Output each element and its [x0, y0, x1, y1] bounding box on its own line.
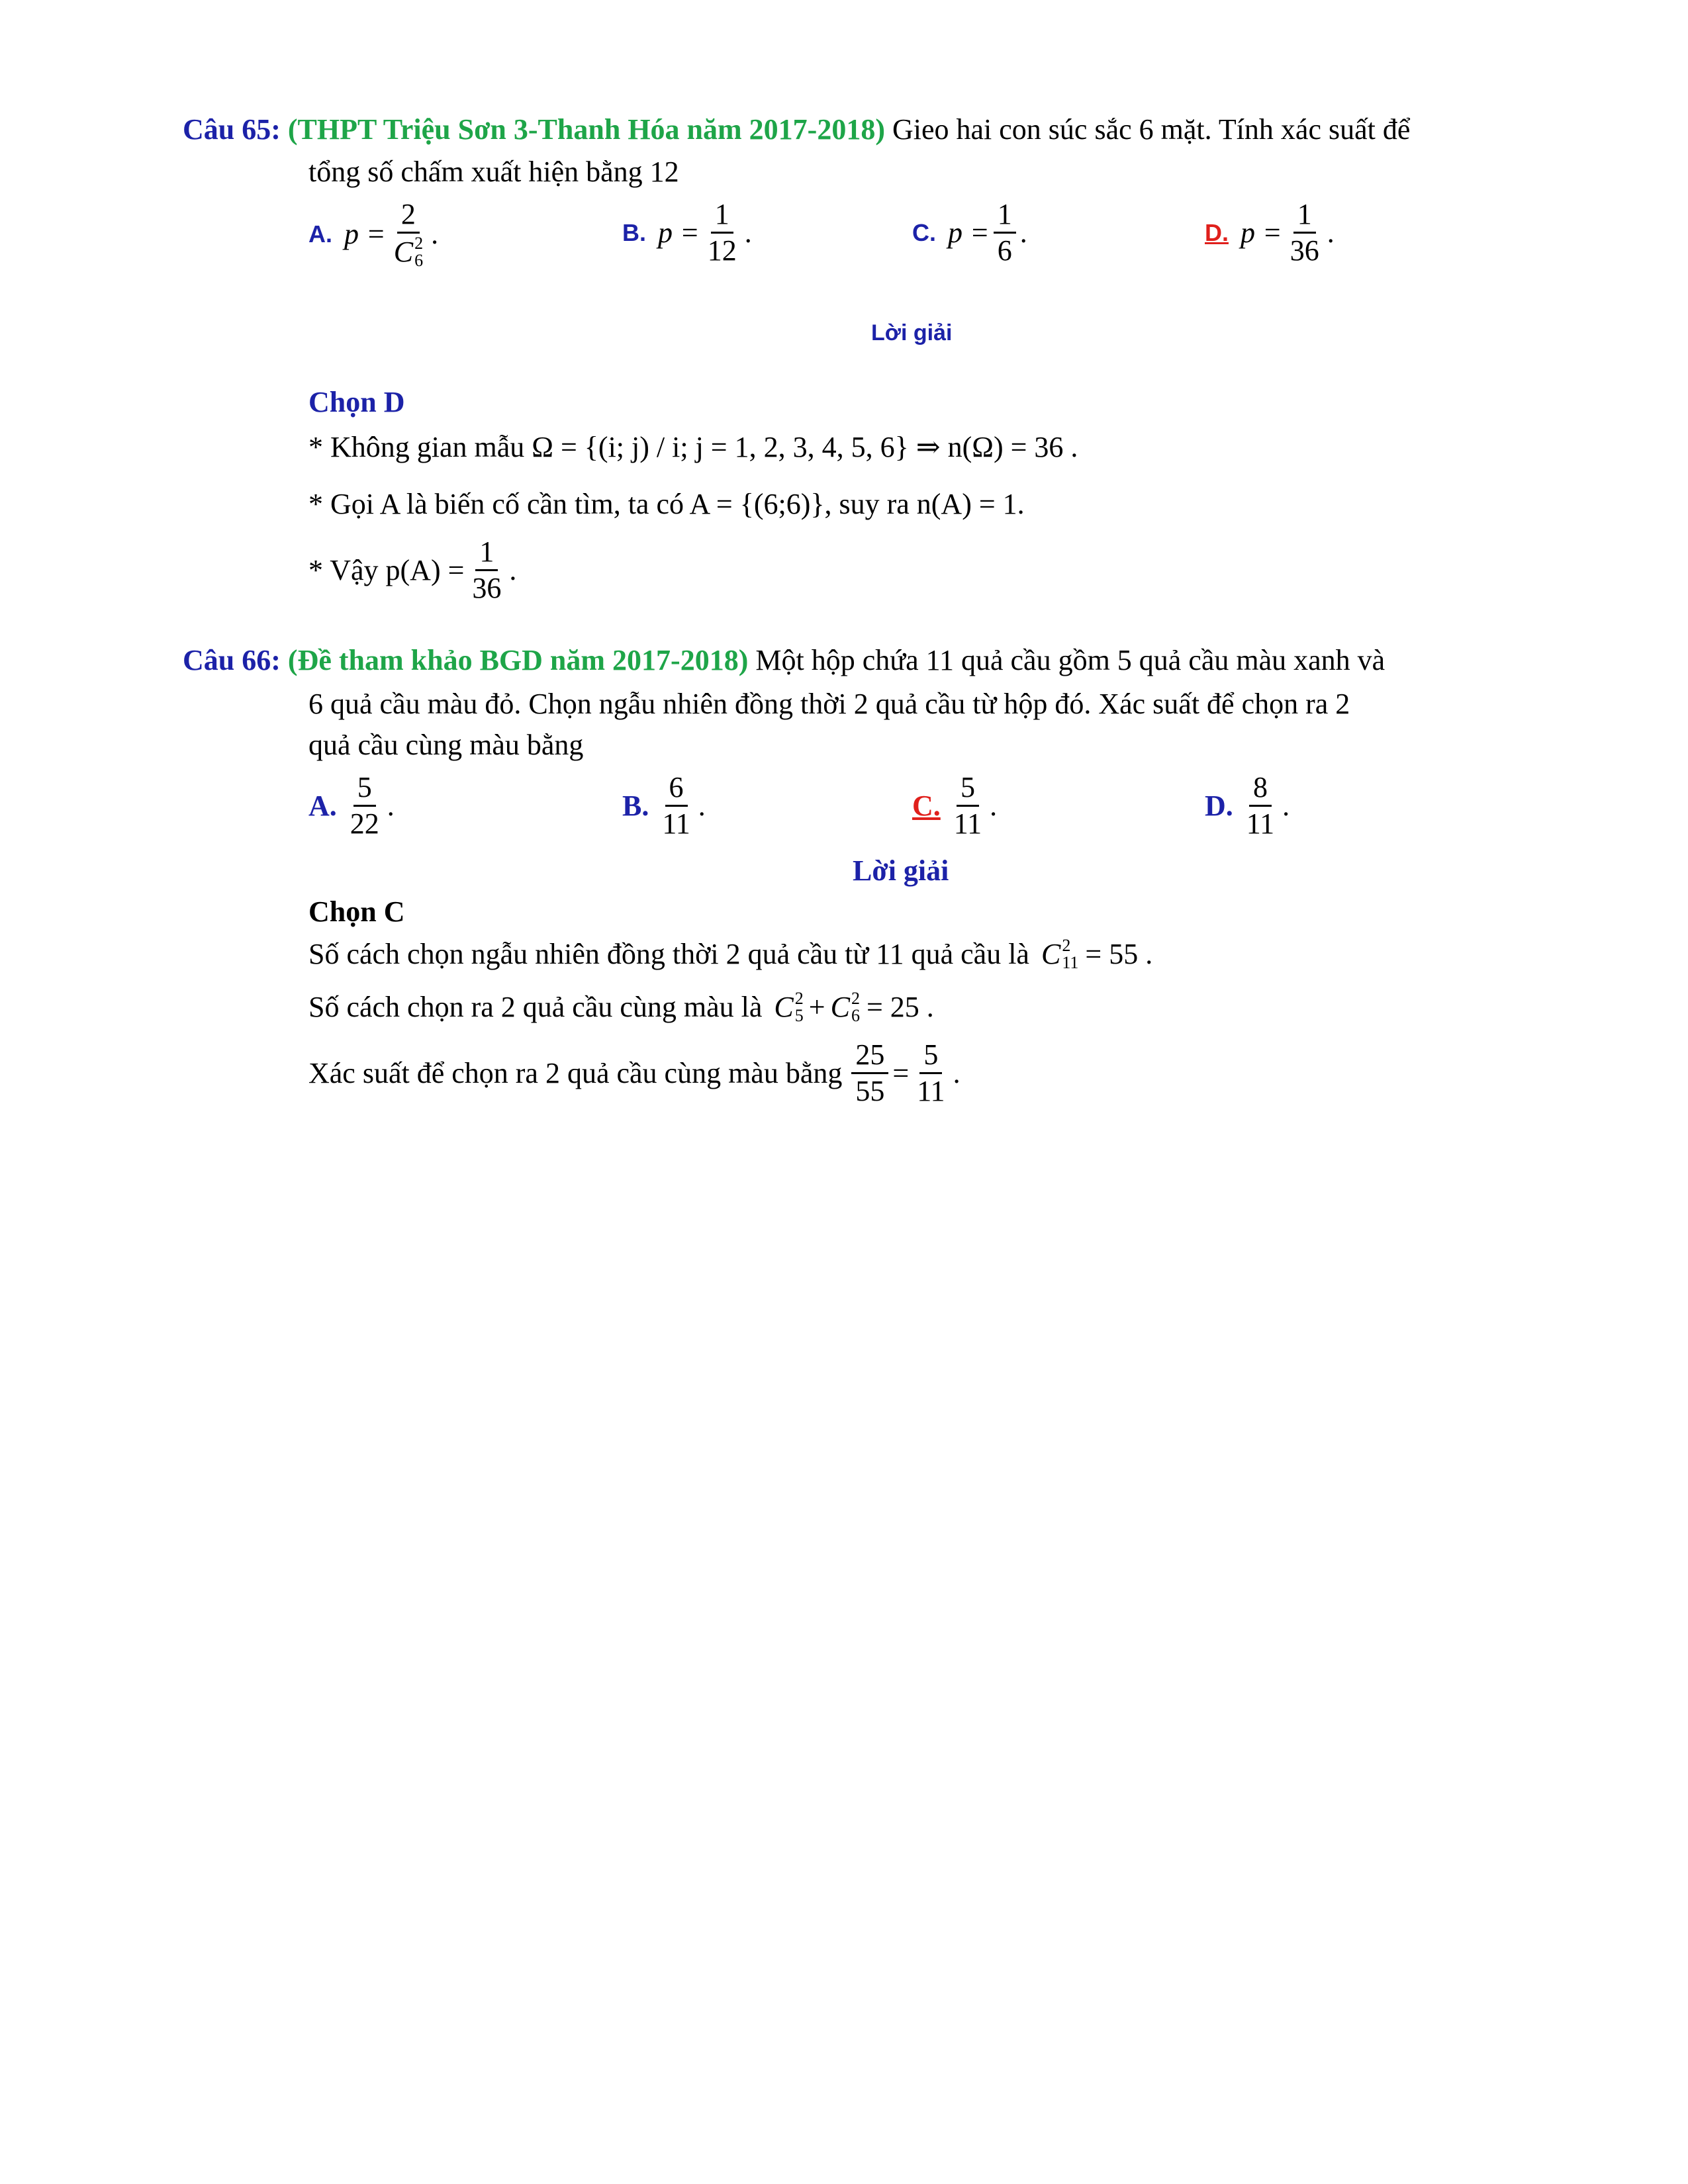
q65-option-d-num: 1	[1293, 199, 1316, 234]
q66-solution-line2: Số cách chọn ra 2 quả cầu cùng màu là C 2 5 + C 2 6 = 25 .	[308, 988, 934, 1025]
q65-choice: Chọn D	[308, 386, 405, 418]
q66-option-b-den: 11	[662, 807, 690, 841]
q65-solution-line3: * Vậy p(A) = $\frac{1}{36}$ .	[308, 535, 517, 605]
q66-solution-line3-den1: 55	[855, 1075, 885, 1108]
q66-header-line	[183, 642, 1385, 678]
q65-header-line	[183, 111, 1410, 148]
q66-solution-line2-binom-b: C 2 6	[830, 988, 860, 1025]
q65-option-c-den: 6	[997, 234, 1012, 267]
q66-source: (Đề tham khảo BGD năm 2017-2018)	[287, 644, 749, 676]
q65-option-b-prefix: p =	[658, 216, 700, 250]
q66-label: Câu 66:	[183, 644, 281, 676]
q65-option-b-num: 1	[711, 199, 733, 234]
q66-solution-line3-num1: 25	[851, 1039, 888, 1074]
q65-option-a-fraction	[390, 199, 427, 269]
q65-option-b-label: B.	[622, 219, 646, 247]
q66-option-b-num: 6	[665, 772, 688, 807]
q66-option-d-den: 11	[1246, 807, 1275, 841]
q66-option-d-num: 8	[1249, 772, 1272, 807]
q65-option-a-den-sub: 6	[414, 251, 424, 271]
q65-option-c-num: 1	[994, 199, 1016, 234]
q65-option-c-fraction	[994, 199, 1016, 267]
q65-solution-line3-den: 36	[472, 572, 502, 605]
q66-solution-line2-text: Số cách chọn ra 2 quả cầu cùng màu là	[308, 991, 763, 1023]
q65-option-b-fraction	[704, 199, 741, 267]
q65-source: (THPT Triệu Sơn 3-Thanh Hóa năm 2017-2018)	[287, 113, 885, 146]
q66-option-d-label: D.	[1205, 790, 1233, 823]
q66-solution-line2-math: = 25 .	[866, 991, 934, 1023]
q66-solution-line1-binom: C 2 11	[1041, 935, 1079, 972]
q66-option-c-den: 11	[953, 807, 982, 841]
q66-solution-line3-text: Xác suất để chọn ra 2 quả cầu cùng màu bằng	[308, 1057, 843, 1090]
q66-option-a-fraction	[346, 772, 383, 841]
q65-solution-line3-num: 1	[475, 536, 498, 571]
q65-option-a-den-sup: 2	[414, 234, 424, 253]
q65-option-a-label: A.	[308, 220, 332, 248]
q66-solution-line2-binom-a: C 2 5	[774, 988, 804, 1025]
q66-text-line2: 6 quả cầu màu đỏ. Chọn ngẫu nhiên đồng thời 2 quả cầu từ hộp đó. Xác suất để chọn ra 2	[308, 688, 1350, 720]
q65-option-d-label: D.	[1205, 219, 1229, 247]
q65-option-c-label: C.	[912, 219, 936, 247]
q66-solution-line3-num2: 5	[919, 1039, 942, 1074]
q66-option-c-num: 5	[957, 772, 979, 807]
q66-solution-heading: Lời giải	[853, 854, 949, 887]
q66-option-c-label: C.	[912, 790, 941, 823]
q66-solution-line3-den2: 11	[917, 1075, 945, 1108]
q65-option-c-prefix: p =	[948, 216, 990, 250]
q65-option-a-prefix: p =	[344, 218, 386, 251]
q66-option-a-num: 5	[353, 772, 376, 807]
q66-option-a-den: 22	[350, 807, 379, 841]
q65-solution-line2: * Gọi A là biến cố cần tìm, ta có A = {(6;6)}, suy ra n(A) = 1.	[308, 488, 1025, 520]
q65-option-d-den: 36	[1289, 234, 1319, 267]
q66-solution-line3-fraction1	[851, 1039, 888, 1108]
q66-option-d-fraction	[1243, 772, 1278, 841]
q65-solution-line3-prefix: * Vậy p(A) =	[308, 554, 465, 587]
q66-solution-line3-fraction2	[913, 1039, 949, 1108]
q65-solution-line1: * Không gian mẫu Ω = {(i; j) / i; j = 1, 2, 3, 4, 5, 6} ⇒ n(Ω) = 36 .	[308, 431, 1078, 463]
q66-option-b-fraction	[658, 772, 694, 841]
q65-option-b: B. p = $\frac{1}{12}$ .	[622, 198, 752, 267]
q66-text-line1: Một hộp chứa 11 quả cầu gồm 5 quả cầu màu xanh và	[755, 644, 1385, 676]
q66-option-d: D. $\frac{8}{11}$ .	[1205, 771, 1290, 841]
q66-option-a-label: A.	[308, 790, 337, 823]
q65-option-a-den-c: C	[393, 236, 414, 269]
q66-solution-line1	[308, 936, 1152, 972]
q66-solution-line3: Xác suất để chọn ra 2 quả cầu cùng màu bằng $\frac{25}{55}$ = $\frac{5}{11}$ .	[308, 1038, 961, 1108]
q66-solution-line1-text: Số cách chọn ngẫu nhiên đồng thời 2 quả cầu từ 11 quả cầu là	[308, 938, 1029, 970]
q66-option-c: C. $\frac{5}{11}$ .	[912, 771, 998, 841]
q65-option-d-fraction	[1286, 199, 1323, 267]
q65-text-line2-wrap	[308, 154, 679, 190]
q65-option-b-den: 12	[707, 234, 737, 267]
q66-option-a: A. $\frac{5}{22}$ .	[308, 771, 395, 841]
q65-label: Câu 65:	[183, 113, 281, 146]
q66-option-c-fraction	[950, 772, 986, 841]
q65-option-a-num: 2	[397, 199, 420, 234]
q66-text-line3: quả cầu cùng màu bằng	[308, 729, 584, 761]
q66-option-b-label: B.	[622, 790, 649, 823]
q65-solution-line3-fraction	[468, 536, 505, 605]
q66-option-b: B. $\frac{6}{11}$ .	[622, 771, 706, 841]
q65-option-a-den	[390, 234, 427, 269]
q65-option-a-den-scripts	[414, 235, 423, 269]
q65-text-line2: tổng số chấm xuất hiện bằng 12	[308, 156, 679, 188]
q65-solution-heading: Lời giải	[871, 320, 953, 345]
q65-option-a: A. p = 2 C 2 6 .	[308, 198, 439, 271]
q66-solution-line1-math: = 55 .	[1085, 938, 1153, 970]
q66-choice: Chọn C	[308, 895, 405, 928]
q65-option-c: C. p = $\frac{1}{6}$ .	[912, 198, 1027, 267]
q65-option-d-prefix: p =	[1241, 216, 1282, 250]
q65-option-d: D. p = $\frac{1}{36}$ .	[1205, 198, 1335, 267]
q65-text-line1: Gieo hai con súc sắc 6 mặt. Tính xác suất để	[892, 113, 1411, 146]
